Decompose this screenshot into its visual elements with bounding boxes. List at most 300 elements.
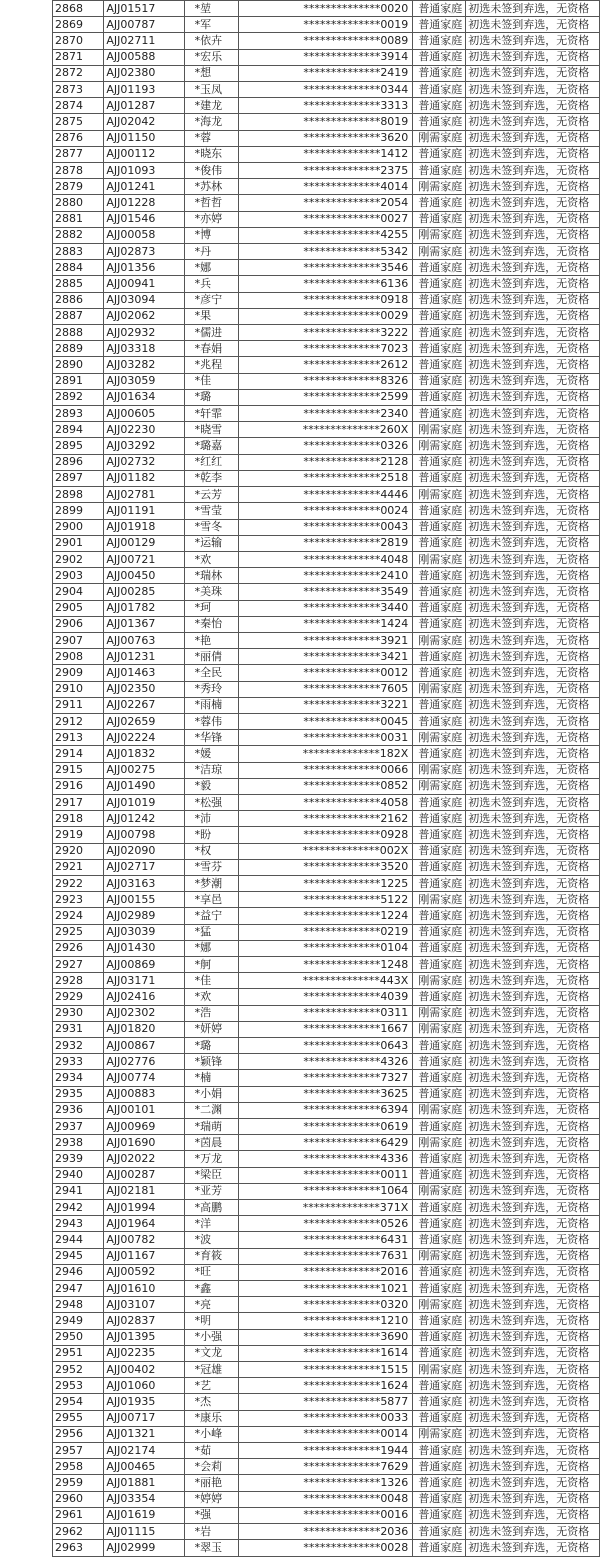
- status-cell: 初选未签到弃选，无资格: [466, 681, 600, 697]
- status-cell: 初选未签到弃选，无资格: [466, 1313, 600, 1329]
- id-card-cell: **************4336: [239, 1151, 413, 1167]
- application-id-cell: AJJ00155: [104, 892, 184, 908]
- id-card-cell: **************3313: [239, 98, 413, 114]
- table-row: [53, 244, 600, 260]
- row-number-cell: 2916: [53, 778, 104, 794]
- row-number-cell: 2941: [53, 1183, 104, 1199]
- name-cell: *果: [184, 308, 239, 324]
- name-cell: *松强: [184, 794, 239, 810]
- row-number-cell: 2900: [53, 519, 104, 535]
- name-cell: *宏乐: [184, 49, 239, 65]
- status-cell: 初选未签到弃选，无资格: [466, 98, 600, 114]
- row-number-cell: 2896: [53, 454, 104, 470]
- table-row: [53, 600, 600, 616]
- family-type-cell: 普通家庭: [413, 1216, 466, 1232]
- table-row: [53, 1524, 600, 1540]
- status-cell: 初选未签到弃选，无资格: [466, 114, 600, 130]
- id-card-cell: **************1614: [239, 1345, 413, 1361]
- table-row: [53, 1329, 600, 1345]
- status-cell: 初选未签到弃选，无资格: [466, 1038, 600, 1054]
- application-id-cell: AJJ00782: [104, 1232, 184, 1248]
- status-cell: 初选未签到弃选，无资格: [466, 1054, 600, 1070]
- family-type-cell: 普通家庭: [413, 924, 466, 940]
- row-number-cell: 2907: [53, 632, 104, 648]
- family-type-cell: 普通家庭: [413, 1232, 466, 1248]
- row-number-cell: 2871: [53, 49, 104, 65]
- application-id-cell: AJJ00763: [104, 632, 184, 648]
- family-type-cell: 普通家庭: [413, 1329, 466, 1345]
- id-card-cell: **************3222: [239, 325, 413, 341]
- family-type-cell: 普通家庭: [413, 584, 466, 600]
- family-type-cell: 普通家庭: [413, 503, 466, 519]
- row-number-cell: 2943: [53, 1216, 104, 1232]
- family-type-cell: 普通家庭: [413, 568, 466, 584]
- application-id-cell: AJJ00883: [104, 1086, 184, 1102]
- table-row: [53, 422, 600, 438]
- application-id-cell: AJJ01546: [104, 211, 184, 227]
- status-cell: 初选未签到弃选，无资格: [466, 1086, 600, 1102]
- name-cell: *冠雄: [184, 1362, 239, 1378]
- application-id-cell: AJJ02999: [104, 1540, 184, 1556]
- row-number-cell: 2877: [53, 146, 104, 162]
- name-cell: *博: [184, 227, 239, 243]
- family-type-cell: 普通家庭: [413, 600, 466, 616]
- application-id-cell: AJJ00717: [104, 1410, 184, 1426]
- name-cell: *会莉: [184, 1459, 239, 1475]
- name-cell: *彦宁: [184, 292, 239, 308]
- application-id-cell: AJJ00798: [104, 827, 184, 843]
- id-card-cell: **************443X: [239, 973, 413, 989]
- family-type-cell: 刚需家庭: [413, 1426, 466, 1442]
- name-cell: *小强: [184, 1329, 239, 1345]
- application-id-cell: AJJ01395: [104, 1329, 184, 1345]
- status-cell: 初选未签到弃选，无资格: [466, 49, 600, 65]
- table-row: [53, 1183, 600, 1199]
- table-row: [53, 1135, 600, 1151]
- application-id-cell: AJJ00112: [104, 146, 184, 162]
- family-type-cell: 普通家庭: [413, 260, 466, 276]
- id-card-cell: **************0326: [239, 438, 413, 454]
- id-card-cell: **************7605: [239, 681, 413, 697]
- row-number-cell: 2888: [53, 325, 104, 341]
- family-type-cell: 普通家庭: [413, 616, 466, 632]
- row-number-cell: 2949: [53, 1313, 104, 1329]
- table-row: [53, 260, 600, 276]
- family-type-cell: 普通家庭: [413, 1540, 466, 1556]
- status-cell: 初选未签到弃选，无资格: [466, 65, 600, 81]
- application-id-cell: AJJ01918: [104, 519, 184, 535]
- family-type-cell: 刚需家庭: [413, 892, 466, 908]
- table-row: [53, 892, 600, 908]
- status-cell: 初选未签到弃选，无资格: [466, 843, 600, 859]
- id-card-cell: **************4014: [239, 179, 413, 195]
- application-id-cell: AJJ01321: [104, 1426, 184, 1442]
- application-id-cell: AJJ02659: [104, 713, 184, 729]
- id-card-cell: **************0027: [239, 211, 413, 227]
- application-id-cell: AJJ00101: [104, 1102, 184, 1118]
- id-card-cell: **************1326: [239, 1475, 413, 1491]
- id-card-cell: **************2128: [239, 454, 413, 470]
- table-row: [53, 1038, 600, 1054]
- row-number-cell: 2948: [53, 1297, 104, 1313]
- application-id-cell: AJJ02732: [104, 454, 184, 470]
- status-cell: 初选未签到弃选，无资格: [466, 1167, 600, 1183]
- family-type-cell: 普通家庭: [413, 665, 466, 681]
- id-card-cell: **************1667: [239, 1021, 413, 1037]
- application-id-cell: AJJ00774: [104, 1070, 184, 1086]
- status-cell: 初选未签到弃选，无资格: [466, 1426, 600, 1442]
- id-card-cell: **************002X: [239, 843, 413, 859]
- table-row: [53, 730, 600, 746]
- application-id-cell: AJJ01881: [104, 1475, 184, 1491]
- status-cell: 初选未签到弃选，无资格: [466, 227, 600, 243]
- row-number-cell: 2956: [53, 1426, 104, 1442]
- row-number-cell: 2923: [53, 892, 104, 908]
- status-cell: 初选未签到弃选，无资格: [466, 940, 600, 956]
- status-cell: 初选未签到弃选，无资格: [466, 924, 600, 940]
- application-id-cell: AJJ01634: [104, 389, 184, 405]
- table-row: [53, 1362, 600, 1378]
- application-id-cell: AJJ02873: [104, 244, 184, 260]
- name-cell: *茵晨: [184, 1135, 239, 1151]
- id-card-cell: **************1624: [239, 1378, 413, 1394]
- status-cell: 初选未签到弃选，无资格: [466, 325, 600, 341]
- name-cell: *春娟: [184, 341, 239, 357]
- id-card-cell: **************2419: [239, 65, 413, 81]
- table-row: [53, 1005, 600, 1021]
- application-id-cell: AJJ02062: [104, 308, 184, 324]
- name-cell: *璐: [184, 1038, 239, 1054]
- row-number-cell: 2930: [53, 1005, 104, 1021]
- status-cell: 初选未签到弃选，无资格: [466, 1524, 600, 1540]
- row-number-cell: 2939: [53, 1151, 104, 1167]
- row-number-cell: 2954: [53, 1394, 104, 1410]
- name-cell: *楠: [184, 1070, 239, 1086]
- application-id-cell: AJJ03354: [104, 1491, 184, 1507]
- row-number-cell: 2906: [53, 616, 104, 632]
- id-card-cell: **************4039: [239, 989, 413, 1005]
- status-cell: 初选未签到弃选，无资格: [466, 1135, 600, 1151]
- table-row: [53, 211, 600, 227]
- family-type-cell: 刚需家庭: [413, 762, 466, 778]
- id-card-cell: **************0033: [239, 1410, 413, 1426]
- application-id-cell: AJJ03094: [104, 292, 184, 308]
- name-cell: *育筱: [184, 1248, 239, 1264]
- row-number-cell: 2935: [53, 1086, 104, 1102]
- application-id-cell: AJJ02022: [104, 1151, 184, 1167]
- family-type-cell: 普通家庭: [413, 341, 466, 357]
- family-type-cell: 普通家庭: [413, 17, 466, 33]
- row-number-cell: 2959: [53, 1475, 104, 1491]
- table-row: [53, 65, 600, 81]
- id-card-cell: **************3690: [239, 1329, 413, 1345]
- row-number-cell: 2960: [53, 1491, 104, 1507]
- status-cell: 初选未签到弃选，无资格: [466, 1329, 600, 1345]
- table-row: [53, 908, 600, 924]
- id-card-cell: **************7023: [239, 341, 413, 357]
- family-type-cell: 普通家庭: [413, 794, 466, 810]
- name-cell: *兆程: [184, 357, 239, 373]
- name-cell: *翠玉: [184, 1540, 239, 1556]
- application-id-cell: AJJ01228: [104, 195, 184, 211]
- family-type-cell: 普通家庭: [413, 1070, 466, 1086]
- id-card-cell: **************0219: [239, 924, 413, 940]
- id-card-cell: **************3921: [239, 632, 413, 648]
- row-number-cell: 2876: [53, 130, 104, 146]
- application-id-cell: AJJ01367: [104, 616, 184, 632]
- id-card-cell: **************0019: [239, 17, 413, 33]
- id-card-cell: **************1210: [239, 1313, 413, 1329]
- application-id-cell: AJJ01231: [104, 649, 184, 665]
- name-cell: *蓉: [184, 130, 239, 146]
- table-row: [53, 746, 600, 762]
- application-id-cell: AJJ02181: [104, 1183, 184, 1199]
- status-cell: 初选未签到弃选，无资格: [466, 1362, 600, 1378]
- name-cell: *鑫: [184, 1281, 239, 1297]
- status-cell: 初选未签到弃选，无资格: [466, 730, 600, 746]
- family-type-cell: 普通家庭: [413, 649, 466, 665]
- table-row: [53, 519, 600, 535]
- id-card-cell: **************0012: [239, 665, 413, 681]
- family-type-cell: 普通家庭: [413, 1459, 466, 1475]
- name-cell: *晓东: [184, 146, 239, 162]
- name-cell: *颖锋: [184, 1054, 239, 1070]
- table-row: [53, 1540, 600, 1556]
- id-card-cell: **************0043: [239, 519, 413, 535]
- row-number-cell: 2890: [53, 357, 104, 373]
- status-cell: 初选未签到弃选，无资格: [466, 811, 600, 827]
- row-number-cell: 2921: [53, 859, 104, 875]
- application-id-cell: AJJ02235: [104, 1345, 184, 1361]
- row-number-cell: 2946: [53, 1264, 104, 1280]
- row-number-cell: 2931: [53, 1021, 104, 1037]
- status-cell: 初选未签到弃选，无资格: [466, 292, 600, 308]
- table-row: [53, 1281, 600, 1297]
- table-row: [53, 487, 600, 503]
- table-row: [53, 1167, 600, 1183]
- row-number-cell: 2895: [53, 438, 104, 454]
- family-type-cell: 普通家庭: [413, 1491, 466, 1507]
- row-number-cell: 2934: [53, 1070, 104, 1086]
- row-number-cell: 2957: [53, 1443, 104, 1459]
- status-cell: 初选未签到弃选，无资格: [466, 357, 600, 373]
- family-type-cell: 刚需家庭: [413, 1005, 466, 1021]
- table-row: [53, 1410, 600, 1426]
- table-row: [53, 584, 600, 600]
- application-id-cell: AJJ01191: [104, 503, 184, 519]
- status-cell: 初选未签到弃选，无资格: [466, 179, 600, 195]
- row-number-cell: 2889: [53, 341, 104, 357]
- id-card-cell: **************1021: [239, 1281, 413, 1297]
- id-card-cell: **************7629: [239, 1459, 413, 1475]
- family-type-cell: 刚需家庭: [413, 1297, 466, 1313]
- table-row: [53, 1297, 600, 1313]
- name-cell: *娜: [184, 940, 239, 956]
- name-cell: *轩霏: [184, 406, 239, 422]
- row-number-cell: 2953: [53, 1378, 104, 1394]
- name-cell: *岩: [184, 1524, 239, 1540]
- row-number-cell: 2928: [53, 973, 104, 989]
- id-card-cell: **************5342: [239, 244, 413, 260]
- table-row: [53, 146, 600, 162]
- application-id-cell: AJJ01167: [104, 1248, 184, 1264]
- id-card-cell: **************0024: [239, 503, 413, 519]
- row-number-cell: 2879: [53, 179, 104, 195]
- status-cell: 初选未签到弃选，无资格: [466, 551, 600, 567]
- name-cell: *猛: [184, 924, 239, 940]
- status-cell: 初选未签到弃选，无资格: [466, 778, 600, 794]
- application-id-cell: AJJ03171: [104, 973, 184, 989]
- family-type-cell: 刚需家庭: [413, 179, 466, 195]
- application-id-cell: AJJ01287: [104, 98, 184, 114]
- status-cell: 初选未签到弃选，无资格: [466, 1119, 600, 1135]
- name-cell: *强: [184, 1507, 239, 1523]
- status-cell: 初选未签到弃选，无资格: [466, 146, 600, 162]
- id-card-cell: **************4326: [239, 1054, 413, 1070]
- row-number-cell: 2869: [53, 17, 104, 33]
- id-card-cell: **************1248: [239, 956, 413, 972]
- family-type-cell: 普通家庭: [413, 146, 466, 162]
- family-type-cell: 普通家庭: [413, 989, 466, 1005]
- family-type-cell: 普通家庭: [413, 1167, 466, 1183]
- family-type-cell: 普通家庭: [413, 1378, 466, 1394]
- family-type-cell: 刚需家庭: [413, 227, 466, 243]
- row-number-cell: 2917: [53, 794, 104, 810]
- id-card-cell: **************3546: [239, 260, 413, 276]
- table-row: [53, 989, 600, 1005]
- status-cell: 初选未签到弃选，无资格: [466, 1378, 600, 1394]
- status-cell: 初选未签到弃选，无资格: [466, 827, 600, 843]
- name-cell: *万龙: [184, 1151, 239, 1167]
- row-number-cell: 2875: [53, 114, 104, 130]
- status-cell: 初选未签到弃选，无资格: [466, 794, 600, 810]
- row-number-cell: 2912: [53, 713, 104, 729]
- application-id-cell: AJJ02380: [104, 65, 184, 81]
- name-cell: *瑞萌: [184, 1119, 239, 1135]
- id-card-cell: **************1225: [239, 875, 413, 891]
- application-id-cell: AJJ00287: [104, 1167, 184, 1183]
- id-card-cell: **************5877: [239, 1394, 413, 1410]
- row-number-cell: 2903: [53, 568, 104, 584]
- application-id-cell: AJJ01820: [104, 1021, 184, 1037]
- family-type-cell: 刚需家庭: [413, 487, 466, 503]
- application-id-cell: AJJ01241: [104, 179, 184, 195]
- status-cell: 初选未签到弃选，无资格: [466, 892, 600, 908]
- id-card-cell: **************260X: [239, 422, 413, 438]
- family-type-cell: 普通家庭: [413, 1345, 466, 1361]
- row-number-cell: 2902: [53, 551, 104, 567]
- id-card-cell: **************0104: [239, 940, 413, 956]
- table-row: [53, 357, 600, 373]
- table-row: [53, 713, 600, 729]
- table-row: [53, 973, 600, 989]
- family-type-cell: 普通家庭: [413, 1119, 466, 1135]
- row-number-cell: 2933: [53, 1054, 104, 1070]
- status-cell: 初选未签到弃选，无资格: [466, 1151, 600, 1167]
- name-cell: *红红: [184, 454, 239, 470]
- family-type-cell: 普通家庭: [413, 211, 466, 227]
- family-type-cell: 普通家庭: [413, 98, 466, 114]
- status-cell: 初选未签到弃选，无资格: [466, 1216, 600, 1232]
- table-row: [53, 665, 600, 681]
- name-cell: *依卉: [184, 33, 239, 49]
- table-row: [53, 1475, 600, 1491]
- status-cell: 初选未签到弃选，无资格: [466, 1021, 600, 1037]
- name-cell: *康乐: [184, 1410, 239, 1426]
- table-row: [53, 454, 600, 470]
- family-type-cell: 普通家庭: [413, 308, 466, 324]
- family-type-cell: 普通家庭: [413, 1, 466, 17]
- family-type-cell: 刚需家庭: [413, 130, 466, 146]
- id-card-cell: **************5122: [239, 892, 413, 908]
- application-id-cell: AJJ02781: [104, 487, 184, 503]
- table-row: [53, 616, 600, 632]
- status-cell: 初选未签到弃选，无资格: [466, 1183, 600, 1199]
- status-cell: 初选未签到弃选，无资格: [466, 697, 600, 713]
- status-cell: 初选未签到弃选，无资格: [466, 568, 600, 584]
- row-number-cell: 2870: [53, 33, 104, 49]
- application-id-cell: AJJ01060: [104, 1378, 184, 1394]
- family-type-cell: 普通家庭: [413, 713, 466, 729]
- application-id-cell: AJJ03282: [104, 357, 184, 373]
- application-id-cell: AJJ01356: [104, 260, 184, 276]
- id-card-cell: **************0089: [239, 33, 413, 49]
- id-card-cell: **************1424: [239, 616, 413, 632]
- id-card-cell: **************2162: [239, 811, 413, 827]
- id-card-cell: **************3520: [239, 859, 413, 875]
- id-card-cell: **************2036: [239, 1524, 413, 1540]
- family-type-cell: 普通家庭: [413, 33, 466, 49]
- row-number-cell: 2909: [53, 665, 104, 681]
- table-row: [53, 1102, 600, 1118]
- row-number-cell: 2962: [53, 1524, 104, 1540]
- status-cell: 初选未签到弃选，无资格: [466, 487, 600, 503]
- name-cell: *雪莹: [184, 503, 239, 519]
- row-number-cell: 2932: [53, 1038, 104, 1054]
- row-number-cell: 2893: [53, 406, 104, 422]
- family-type-cell: 普通家庭: [413, 940, 466, 956]
- name-cell: *茹: [184, 1443, 239, 1459]
- row-number-cell: 2880: [53, 195, 104, 211]
- family-type-cell: 普通家庭: [413, 875, 466, 891]
- status-cell: 初选未签到弃选，无资格: [466, 1232, 600, 1248]
- name-cell: *雪芬: [184, 859, 239, 875]
- family-type-cell: 普通家庭: [413, 292, 466, 308]
- name-cell: *璐嘉: [184, 438, 239, 454]
- name-cell: *堃: [184, 1, 239, 17]
- family-type-cell: 普通家庭: [413, 195, 466, 211]
- status-cell: 初选未签到弃选，无资格: [466, 1345, 600, 1361]
- applicant-table: [52, 0, 600, 1557]
- family-type-cell: 普通家庭: [413, 1524, 466, 1540]
- table-row: [53, 956, 600, 972]
- name-cell: *晓雪: [184, 422, 239, 438]
- table-row: [53, 33, 600, 49]
- row-number-cell: 2929: [53, 989, 104, 1005]
- application-id-cell: AJJ00129: [104, 535, 184, 551]
- status-cell: 初选未签到弃选，无资格: [466, 244, 600, 260]
- name-cell: *盼: [184, 827, 239, 843]
- name-cell: *雨楠: [184, 697, 239, 713]
- status-cell: 初选未签到弃选，无资格: [466, 422, 600, 438]
- id-card-cell: **************0029: [239, 308, 413, 324]
- name-cell: *秀玲: [184, 681, 239, 697]
- name-cell: *梁臣: [184, 1167, 239, 1183]
- application-id-cell: AJJ02267: [104, 697, 184, 713]
- family-type-cell: 普通家庭: [413, 49, 466, 65]
- status-cell: 初选未签到弃选，无资格: [466, 875, 600, 891]
- id-card-cell: **************371X: [239, 1200, 413, 1216]
